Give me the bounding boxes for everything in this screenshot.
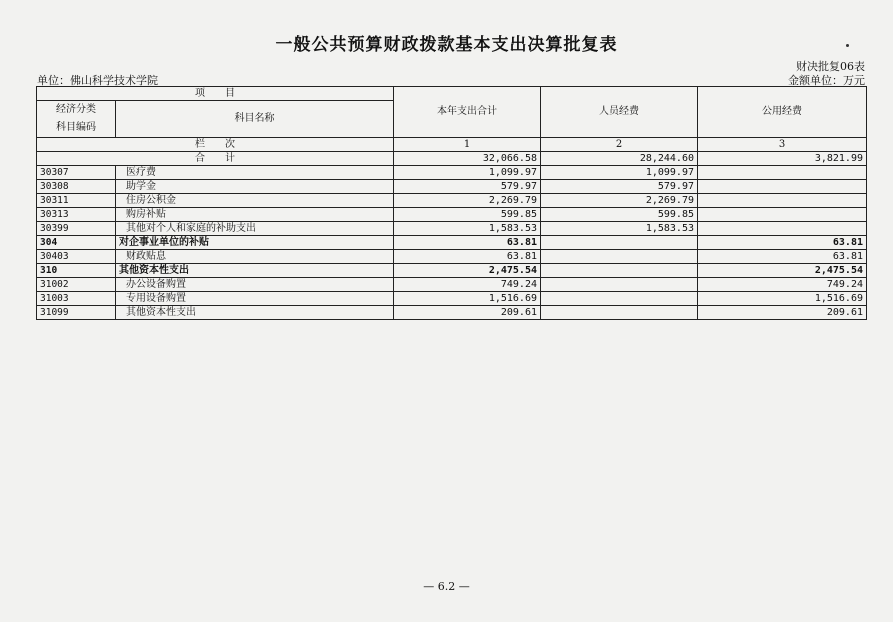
row-public: 749.24 [698,278,867,292]
row-name: 办公设备购置 [116,278,394,292]
row-personnel: 1,583.53 [541,222,698,236]
row-personnel [541,292,698,306]
row-personnel [541,278,698,292]
col-total-header: 本年支出合计 [394,87,541,138]
row-personnel [541,264,698,278]
row-public: 63.81 [698,250,867,264]
row-personnel: 2,269.79 [541,194,698,208]
table-row-category [37,264,867,278]
table-row [37,250,867,264]
table-row [37,278,867,292]
row-public: 2,475.54 [698,264,867,278]
col-no-1: 1 [394,138,541,152]
row-total: 749.24 [394,278,541,292]
row-public: 63.81 [698,236,867,250]
row-total: 63.81 [394,236,541,250]
table-row [37,166,867,180]
row-total: 1,099.97 [394,166,541,180]
row-code: 30403 [37,250,116,264]
money-unit-label: 金额单位：万元 [788,74,865,87]
col-public-header: 公用经费 [698,87,867,138]
row-name: 专用设备购置 [116,292,394,306]
row-total: 1,583.53 [394,222,541,236]
table-row [37,292,867,306]
row-code: 30308 [37,180,116,194]
row-code: 31003 [37,292,116,306]
budget-table [36,86,867,320]
item-header: 项 目 [37,87,394,101]
row-personnel: 579.97 [541,180,698,194]
row-personnel [541,306,698,320]
row-public: 1,516.69 [698,292,867,306]
row-total: 209.61 [394,306,541,320]
row-name: 其他资本性支出 [116,306,394,320]
row-personnel: 599.85 [541,208,698,222]
col-personnel-header: 人员经费 [541,87,698,138]
subject-name-header: 科目名称 [116,101,394,138]
row-name: 医疗费 [116,166,394,180]
row-label: 栏 次 [37,138,394,152]
header-row-item [37,87,867,101]
row-code: 30313 [37,208,116,222]
row-name: 财政贴息 [116,250,394,264]
row-code: 30399 [37,222,116,236]
page-title: 一般公共预算财政拨款基本支出决算批复表 [275,35,618,55]
row-code: 30311 [37,194,116,208]
row-total: 2,269.79 [394,194,541,208]
econ-class-header [37,101,116,138]
scan-speck [846,44,849,47]
table-row [37,208,867,222]
row-name: 助学金 [116,180,394,194]
row-code: 310 [37,264,116,278]
econ-class-line1: 经济分类 [56,104,96,115]
col-no-2: 2 [541,138,698,152]
row-code: 304 [37,236,116,250]
row-code: 30307 [37,166,116,180]
row-total: 1,516.69 [394,292,541,306]
table-row [37,180,867,194]
table-row [37,194,867,208]
row-public: 209.61 [698,306,867,320]
row-name: 对企事业单位的补贴 [116,236,394,250]
table-row [37,222,867,236]
page-number: — 6.2 — [423,580,470,593]
row-name: 住房公积金 [116,194,394,208]
unit-label: 单位：佛山科学技术学院 [37,74,158,87]
row-total: 579.97 [394,180,541,194]
col-no-3: 3 [698,138,867,152]
row-personnel: 1,099.97 [541,166,698,180]
row-public [698,222,867,236]
row-code: 31002 [37,278,116,292]
total-public: 3,821.99 [698,152,867,166]
table-row-category [37,236,867,250]
total-amount: 32,066.58 [394,152,541,166]
econ-class-line2: 科目编码 [56,122,96,133]
row-public [698,180,867,194]
column-number-row [37,138,867,152]
total-row [37,152,867,166]
form-code: 财决批复06表 [796,60,865,73]
row-code: 31099 [37,306,116,320]
table-row [37,306,867,320]
row-name: 购房补贴 [116,208,394,222]
row-public [698,194,867,208]
row-public [698,208,867,222]
row-total: 599.85 [394,208,541,222]
row-total: 2,475.54 [394,264,541,278]
row-public [698,166,867,180]
total-personnel: 28,244.60 [541,152,698,166]
row-name: 其他对个人和家庭的补助支出 [116,222,394,236]
row-total: 63.81 [394,250,541,264]
row-name: 其他资本性支出 [116,264,394,278]
row-personnel [541,236,698,250]
row-personnel [541,250,698,264]
sum-label: 合 计 [37,152,394,166]
